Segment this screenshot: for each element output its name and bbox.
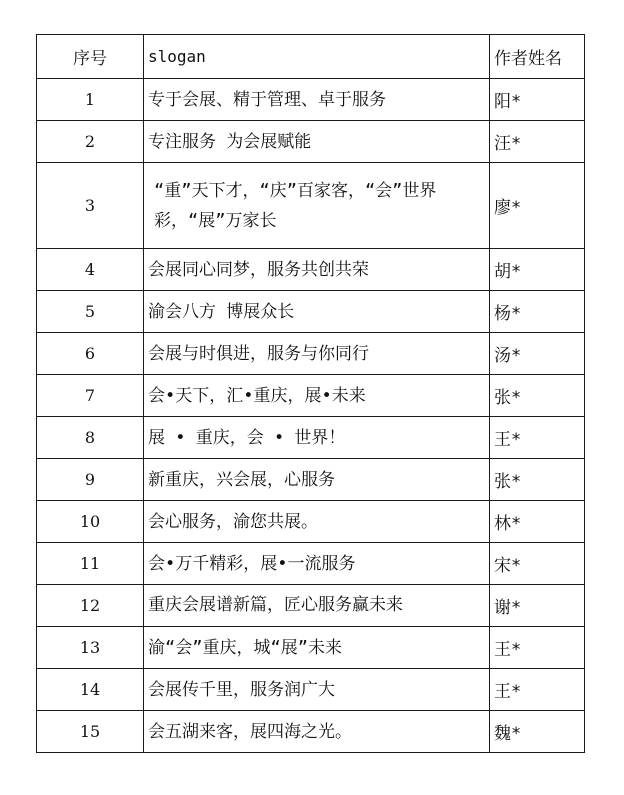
table-row <box>37 163 585 249</box>
row-number: 12 <box>37 585 144 627</box>
table-row <box>37 543 585 585</box>
table-row <box>37 291 585 333</box>
header-author: 作者姓名 <box>490 35 585 79</box>
table-row <box>37 121 585 163</box>
row-slogan: 新重庆，兴会展，心服务 <box>144 459 490 501</box>
row-author: 王* <box>490 669 585 711</box>
row-number: 1 <box>37 79 144 121</box>
row-slogan: 会心服务，渝您共展。 <box>144 501 490 543</box>
table-row <box>37 79 585 121</box>
row-slogan: 会展与时俱进，服务与你同行 <box>144 333 490 375</box>
row-slogan: 会•万千精彩，展•一流服务 <box>144 543 490 585</box>
row-number: 9 <box>37 459 144 501</box>
table-row <box>37 501 585 543</box>
row-number: 6 <box>37 333 144 375</box>
row-number: 13 <box>37 627 144 669</box>
row-number: 5 <box>37 291 144 333</box>
row-slogan-text: 重庆会展谱新篇，匠心服务赢未来 <box>148 595 403 615</box>
row-number: 4 <box>37 249 144 291</box>
row-author: 宋* <box>490 543 585 585</box>
row-author: 汪* <box>490 121 585 163</box>
table-row <box>37 459 585 501</box>
row-slogan: 展 • 重庆，会 • 世界！ <box>144 417 490 459</box>
row-slogan: “重”天下才，“庆”百家客，“会”世界彩，“展”万家长 <box>144 163 490 249</box>
row-number: 7 <box>37 375 144 417</box>
row-number: 8 <box>37 417 144 459</box>
row-author: 王* <box>490 417 585 459</box>
table-row <box>37 249 585 291</box>
table-row <box>37 417 585 459</box>
row-slogan: 专注服务 为会展赋能 <box>144 121 490 163</box>
row-author: 汤* <box>490 333 585 375</box>
row-slogan: 渝会八方 博展众长 <box>144 291 490 333</box>
row-slogan: 会展传千里，服务润广大 <box>144 669 490 711</box>
table-header-row <box>37 35 585 79</box>
header-slogan: slogan <box>144 35 490 79</box>
table-row <box>37 669 585 711</box>
table-row <box>37 711 585 753</box>
row-author: 阳* <box>490 79 585 121</box>
table-row <box>37 375 585 417</box>
row-author: 林* <box>490 501 585 543</box>
row-slogan: 渝“会”重庆，城“展”未来 <box>144 627 490 669</box>
row-slogan <box>144 585 490 627</box>
row-author: 廖* <box>490 163 585 249</box>
row-slogan: 专于会展、精于管理、卓于服务 <box>144 79 490 121</box>
table-row <box>37 585 585 627</box>
row-author: 胡* <box>490 249 585 291</box>
row-slogan: 会•天下，汇•重庆，展•未来 <box>144 375 490 417</box>
table-row <box>37 627 585 669</box>
row-number: 10 <box>37 501 144 543</box>
row-number: 14 <box>37 669 144 711</box>
row-slogan: 会五湖来客，展四海之光。 <box>144 711 490 753</box>
row-number: 3 <box>37 163 144 249</box>
row-author: 谢* <box>490 585 585 627</box>
row-author: 魏* <box>490 711 585 753</box>
row-number: 11 <box>37 543 144 585</box>
row-author: 杨* <box>490 291 585 333</box>
table-row <box>37 333 585 375</box>
row-author: 王* <box>490 627 585 669</box>
row-number: 15 <box>37 711 144 753</box>
row-slogan: 会展同心同梦，服务共创共荣 <box>144 249 490 291</box>
row-author: 张* <box>490 459 585 501</box>
row-number: 2 <box>37 121 144 163</box>
slogan-table <box>36 34 585 753</box>
header-number: 序号 <box>37 35 144 79</box>
row-author: 张* <box>490 375 585 417</box>
